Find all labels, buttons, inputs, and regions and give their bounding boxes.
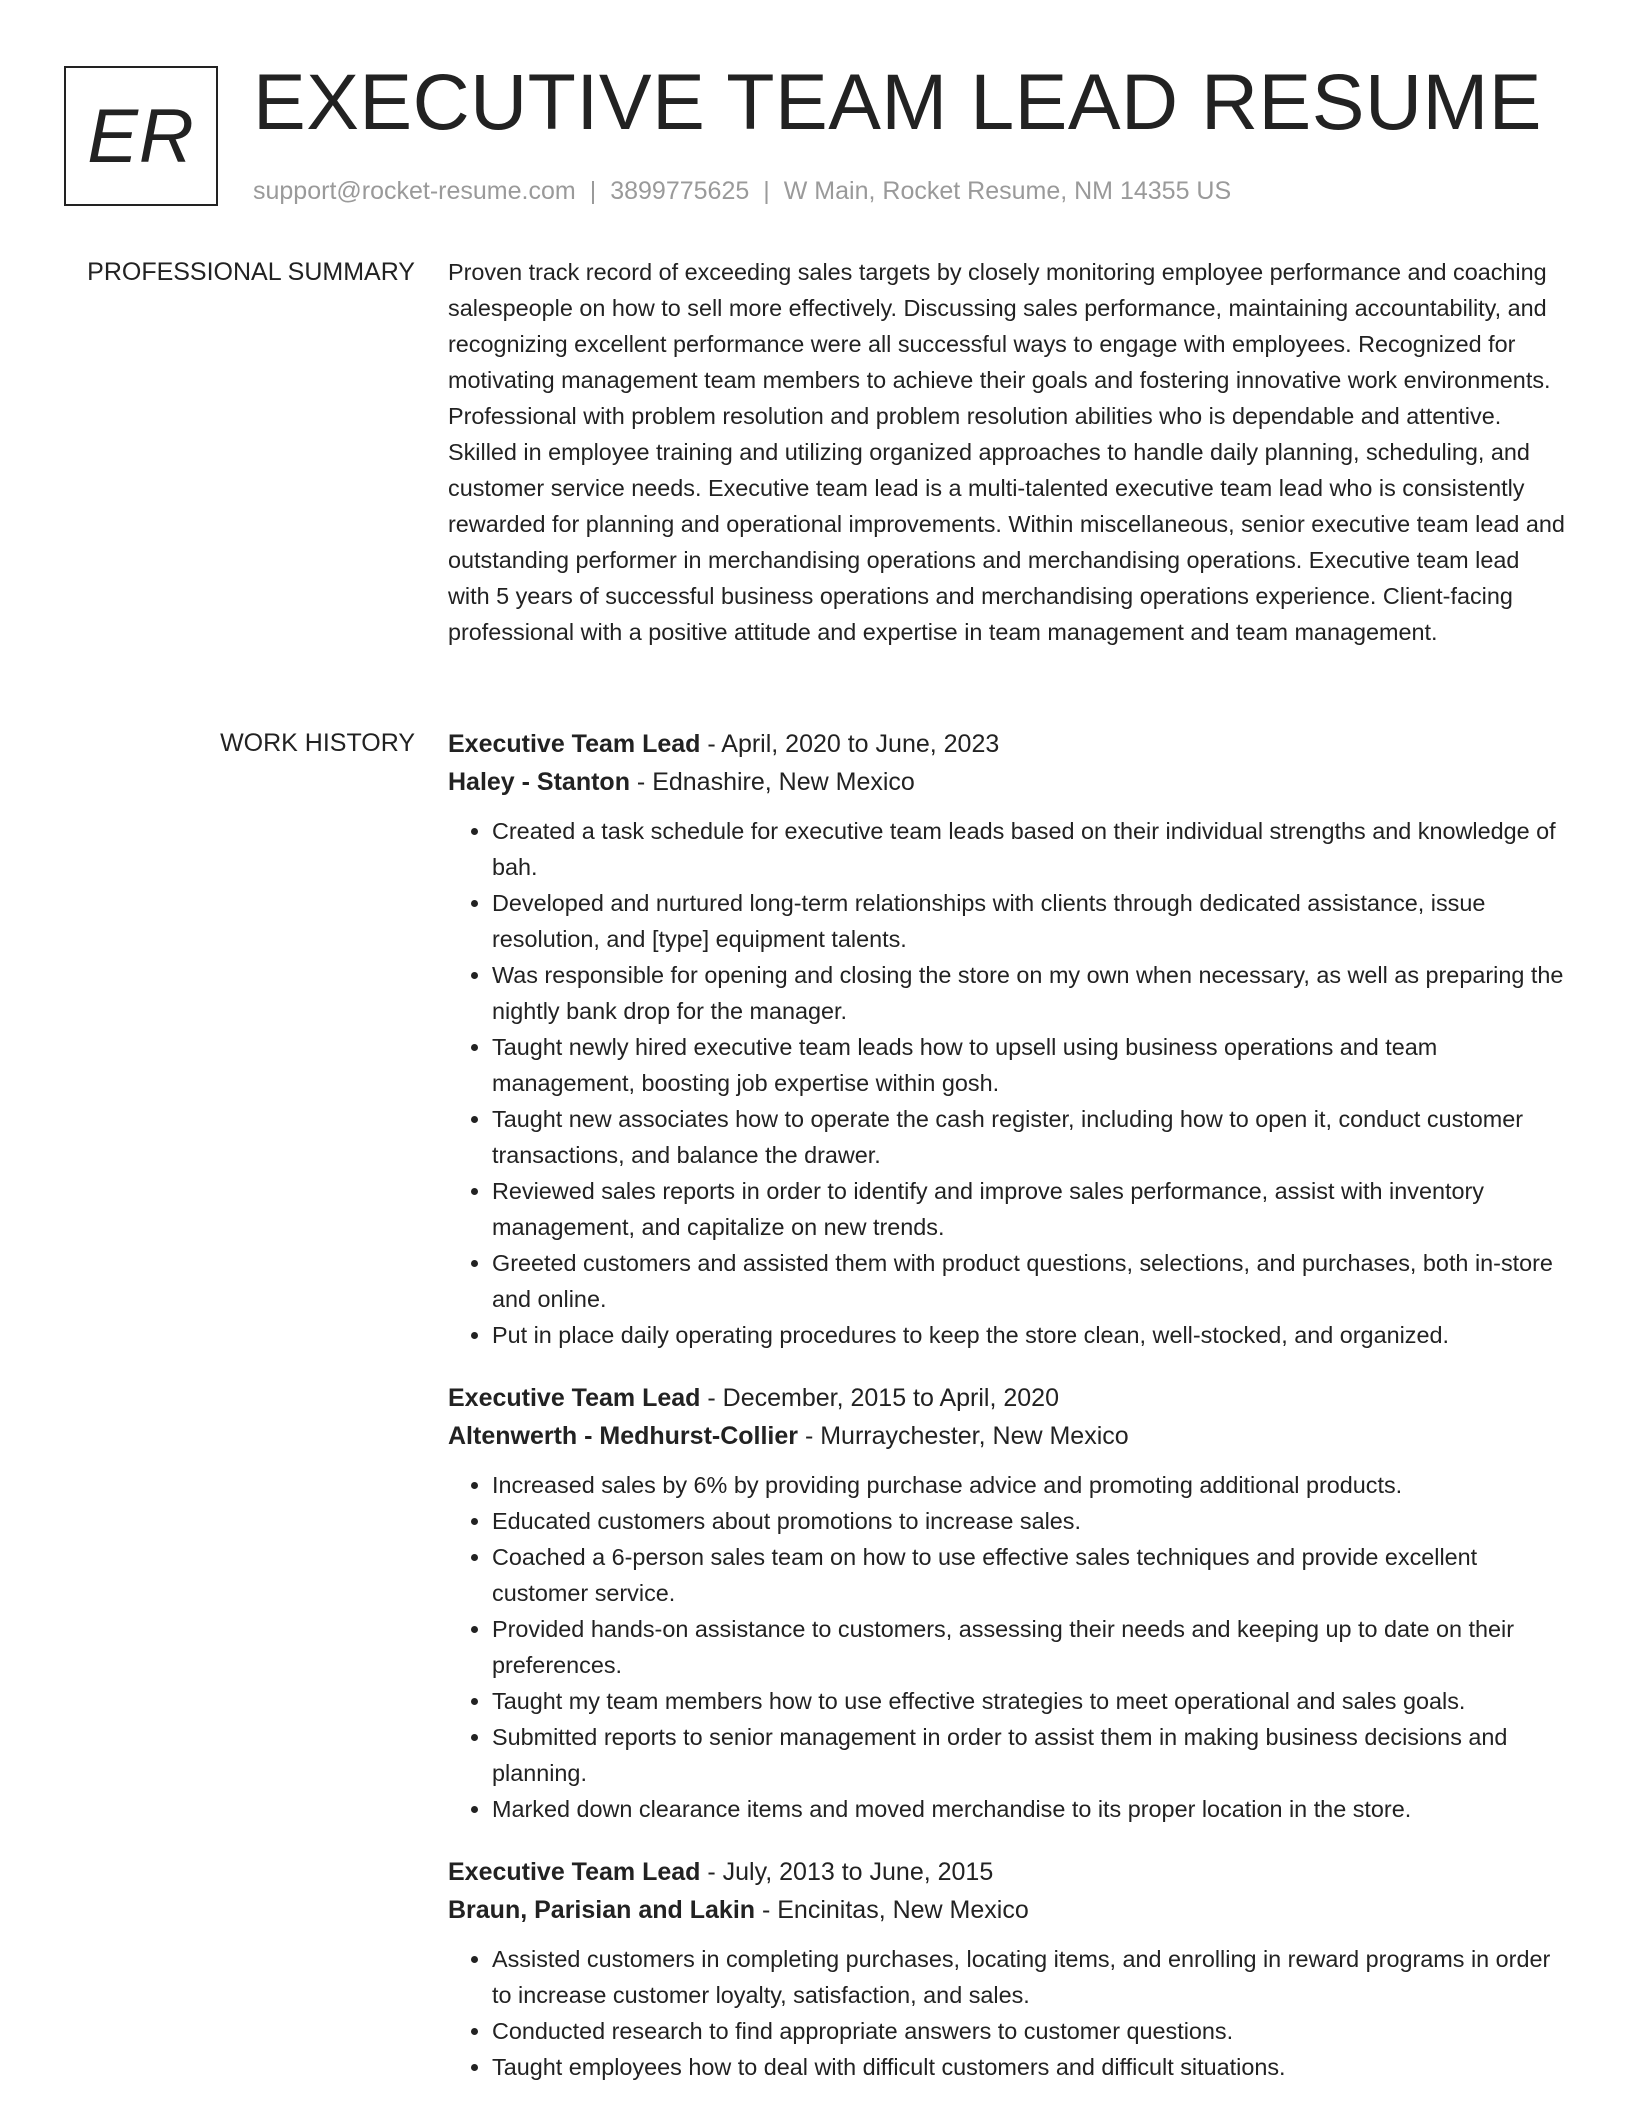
page-title: EXECUTIVE TEAM LEAD RESUME bbox=[253, 57, 1542, 146]
contact-line bbox=[253, 173, 1231, 209]
job-company-line bbox=[448, 763, 1566, 801]
job-entry bbox=[448, 1853, 1566, 2085]
job-bullet: • Marked down clearance items and moved merchandise to its proper location in the store. bbox=[492, 1791, 1566, 1827]
job-dates: - July, 2013 to June, 2015 bbox=[700, 1858, 994, 1886]
summary-body bbox=[448, 254, 1566, 650]
job-bullet: • Taught new associates how to operate the cash register, including how to open it, conduct customer transactions, and balance the drawer. bbox=[492, 1101, 1566, 1173]
job-title: Executive Team Lead bbox=[448, 730, 701, 758]
job-bullet: • Greeted customers and assisted them with product questions, selections, and purchases, both in-store and online. bbox=[492, 1245, 1566, 1317]
job-bullet: • Taught employees how to deal with difficult customers and difficult situations. bbox=[492, 2049, 1566, 2085]
job-location: - Murraychester, New Mexico bbox=[798, 1422, 1129, 1450]
job-title: Executive Team Lead bbox=[448, 1384, 701, 1412]
job-bullet: • Developed and nurtured long-term relationships with clients through dedicated assistance, issue resolution, and [type] equipment talents. bbox=[492, 885, 1566, 957]
job-location: - Encinitas, New Mexico bbox=[755, 1896, 1029, 1924]
job-bullet: • Assisted customers in completing purchases, locating items, and enrolling in reward programs in order to increase customer loyalty, satisfaction, and sales. bbox=[492, 1941, 1566, 2013]
contact-phone[interactable]: 3899775625 bbox=[610, 177, 750, 205]
contact-email[interactable]: support@rocket-resume.com bbox=[253, 177, 576, 205]
job-entry bbox=[448, 725, 1566, 1353]
work-history-body bbox=[448, 725, 1566, 2111]
job-entry bbox=[448, 1379, 1566, 1827]
job-title-line bbox=[448, 725, 1566, 763]
job-bullet: • Was responsible for opening and closing the store on my own when necessary, as well as preparing the nightly bank drop for the manager. bbox=[492, 957, 1566, 1029]
job-bullet: • Educated customers about promotions to increase sales. bbox=[492, 1503, 1566, 1539]
contact-separator: | bbox=[763, 177, 770, 205]
monogram-logo: ER bbox=[64, 66, 218, 206]
job-bullet: • Increased sales by 6% by providing purchase advice and promoting additional products. bbox=[492, 1467, 1566, 1503]
job-title: Executive Team Lead bbox=[448, 1858, 701, 1886]
job-bullet: • Conducted research to find appropriate answers to customer questions. bbox=[492, 2013, 1566, 2049]
job-bullet: • Created a task schedule for executive team leads based on their individual strengths and knowledge of bah. bbox=[492, 813, 1566, 885]
job-bullet: • Put in place daily operating procedures to keep the store clean, well-stocked, and organized. bbox=[492, 1317, 1566, 1353]
summary-text: Proven track record of exceeding sales targets by closely monitoring employee performance and coaching salespeople on how to sell more effectively. Discussing sales performance, maintaining accountability, and recognizing excellent performance were all successful ways to engage with employees. Recognized for motivating management team members to achieve their goals and fostering innovative work environments. Professional with problem resolution and problem resolution abilities who is dependable and attentive. Skilled in employee training and utilizing organized approaches to handle daily planning, scheduling, and customer service needs. Executive team lead is a multi-talented executive team lead who is consistently rewarded for planning and operational improvements. Within miscellaneous, senior executive team lead and outstanding performer in merchandising operations and merchandising operations. Executive team lead with 5 years of successful business operations and merchandising operations experience. Client-facing professional with a positive attitude and expertise in team management and team management. bbox=[448, 259, 1565, 645]
contact-address: W Main, Rocket Resume, NM 14355 US bbox=[783, 177, 1232, 205]
section-heading-summary: PROFESSIONAL SUMMARY bbox=[87, 258, 415, 286]
job-bullet: • Submitted reports to senior management in order to assist them in making business decisions and planning. bbox=[492, 1719, 1566, 1791]
job-bullet: • Provided hands-on assistance to customers, assessing their needs and keeping up to date on their preferences. bbox=[492, 1611, 1566, 1683]
job-bullet-list bbox=[448, 1941, 1566, 2085]
job-bullet: • Reviewed sales reports in order to identify and improve sales performance, assist with inventory management, and capitalize on new trends. bbox=[492, 1173, 1566, 1245]
job-bullet: • Taught my team members how to use effective strategies to meet operational and sales goals. bbox=[492, 1683, 1566, 1719]
job-company: Braun, Parisian and Lakin bbox=[448, 1896, 756, 1924]
job-title-line bbox=[448, 1379, 1566, 1417]
job-location: - Ednashire, New Mexico bbox=[629, 768, 915, 796]
job-dates: - April, 2020 to June, 2023 bbox=[700, 730, 1000, 758]
job-dates: - December, 2015 to April, 2020 bbox=[700, 1384, 1059, 1412]
job-company-line bbox=[448, 1417, 1566, 1455]
job-bullet-list bbox=[448, 813, 1566, 1353]
job-bullet: • Taught newly hired executive team leads how to upsell using business operations and team management, boosting job expertise within gosh. bbox=[492, 1029, 1566, 1101]
section-heading-work-history: WORK HISTORY bbox=[220, 729, 415, 757]
job-company-line bbox=[448, 1891, 1566, 1929]
job-title-line bbox=[448, 1853, 1566, 1891]
job-bullet-list bbox=[448, 1467, 1566, 1827]
job-bullet: • Coached a 6-person sales team on how to use effective sales techniques and provide excellent customer service. bbox=[492, 1539, 1566, 1611]
job-company: Altenwerth - Medhurst-Collier bbox=[448, 1422, 799, 1450]
job-company: Haley - Stanton bbox=[448, 768, 630, 796]
contact-separator: | bbox=[589, 177, 597, 205]
